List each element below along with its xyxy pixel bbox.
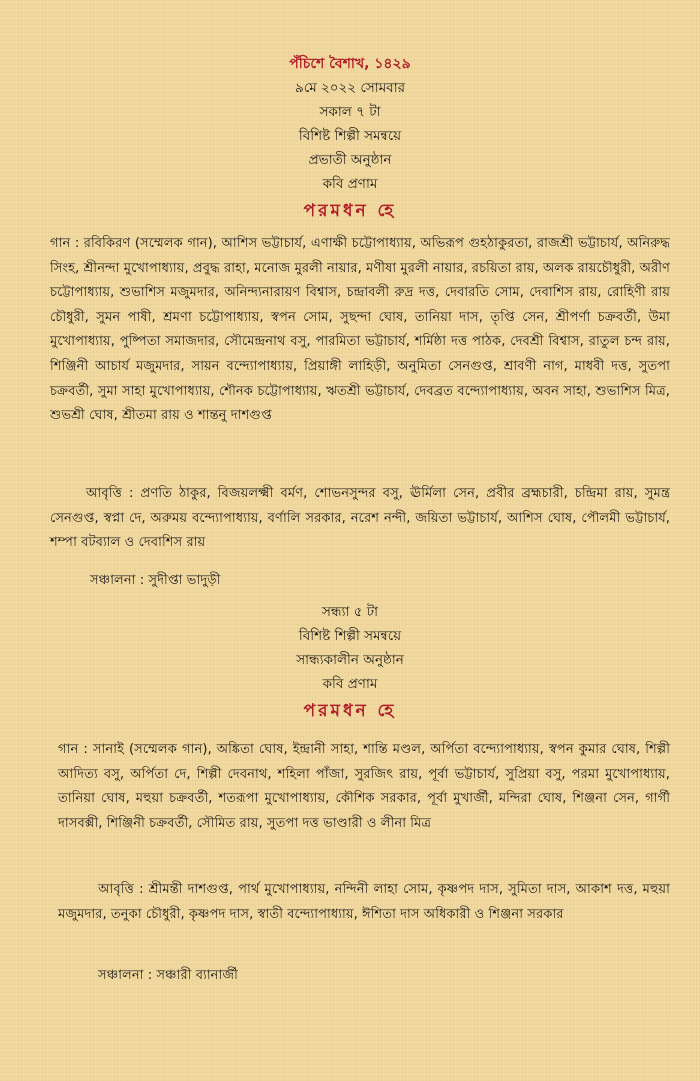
evening-title: পরমধন হে	[303, 701, 397, 721]
morning-performers: বিশিষ্ট শিল্পী সমন্বয়ে	[298, 128, 402, 144]
evening-host: সঞ্চালনা : সঞ্চারী ব্যানার্জী	[98, 968, 238, 983]
evening-songs: গান : সানাই (সম্মেলক গান), অঙ্কিতা ঘোষ, ইন্দ্রানী সাহা, শান্তি মণ্ডল, অর্পিতা বন্দ্যোপাধ্যায়, স্বপন কুমার ঘোষ, শিল্পী আদিত্য বসু, অর্পিতা দে, শিল্পী দেবনাথ, শহিলা পাঁজা, সুরজিৎ রায়, পূর্বা ভট্টাচার্য, সুপ্রিয়া বসু, পরমা মুখোপাধ্যায়, তানিয়া ঘোষ, মহুয়া চক্রবর্তী, শতরূপা মুখোপাধ্যায়, কৌশিক সরকার, পূর্বা মুখার্জী, মন্দিরা ঘোষ, শিঞ্জনা সেন, গার্গী দাসবক্সী, শিঞ্জিনী চক্রবর্তী, সৌমিত রায়, সুতপা দত্ত ভাণ্ডারী ও লীনা মিত্র	[58, 742, 670, 831]
evening-header	[0, 600, 700, 726]
morning-recitation: আবৃত্তি : প্রণতি ঠাকুর, বিজয়লক্ষ্মী বর্মণ, শোভনসুন্দর বসু, ঊর্মিলা সেন, প্রবীর ব্রহ্মচারী, চন্দ্রিমা রায়, সুমন্ত্র সেনগুপ্ত, স্বপ্না দে, অরুময় বন্দ্যোপাধ্যায়, বর্ণালি সরকার, নরেশ নন্দী, জয়িতা ভট্টাচার্য, আশিস ঘোষ, পৌলমী ভট্টাচার্য, শম্পা বটব্যাল ও দেবাশিস রায়	[50, 486, 670, 551]
event-day: ৯মে ২০২২ সোমবার	[294, 80, 406, 96]
evening-recitation: আবৃত্তি : শ্রীমন্তী দাশগুপ্ত, পার্থ মুখোপাধ্যায়, নন্দিনী লাহা সোম, কৃষ্ণপদ দাস, সুমিতা দাস, আকাশ দত্ত, মহুয়া মজুমদার, তনুকা চৌধুরী, কৃষ্ণপদ দাস, স্বাতী বন্দ্যোপাধ্যায়, ঈশিতা দাস অধিকারী ও শিঞ্জনা সরকার	[58, 882, 670, 922]
event-date: পঁচিশে বৈশাখ, ১৪২৯	[289, 56, 411, 72]
morning-time: সকাল ৭ টা	[319, 104, 381, 120]
evening-performers: বিশিষ্ট শিল্পী সমন্বয়ে	[298, 628, 402, 644]
morning-program: প্রভাতী অনুষ্ঠান	[308, 152, 392, 168]
morning-songs: গান : রবিকিরণ (সম্মেলক গান), আশিস ভট্টাচার্য, এণাক্ষী চট্টোপাধ্যায়, অভিরূপ গুহঠাকুরতা, রাজশ্রী ভট্টাচার্য, অনিরুদ্ধ সিংহ, শ্রীনন্দা মুখোপাধ্যায়, প্রবুদ্ধ রাহা, মনোজ মুরলী নায়ার, মণীষা মুরলী নায়ার, রচয়িতা রায়, অলক রায়চৌধুরী, অরীণ চট্টোপাধ্যায়, শুভাশিস মজুমদার, অনিন্দ্যনারায়ণ বিশ্বাস, চন্দ্রাবলী রুদ্র দত্ত, দেবারতি সোম, দেবাশিস রায়, রোহিণী রায় চৌধুরী, সুমন পাষী, শ্রমণা চট্টোপাধ্যায়, স্বপন সোম, সুছন্দা ঘোষ, তানিয়া দাস, তৃপ্তি সেন, শ্রীপর্ণা চক্রবর্তী, উমা মুখোপাধ্যায়, পুষ্পিতা সমাজদার, সৌমেন্দ্রনাথ বসু, পারমিতা ভট্টাচার্য, শর্মিষ্ঠা দত্ত পাঠক, দেবশ্রী বিশ্বাস, রাতুল চন্দ রায়, শিঞ্জিনী আচার্য মজুমদার, সায়ন বন্দ্যোপাধ্যায়, প্রিয়াঙ্গী লাহিড়ী, অনুমিতা সেনগুপ্ত, শ্রাবণী নাগ, মাধবী দত্ত, সুতপা চক্রবর্তী, সুমা সাহা মুখোপাধ্যায়, শৌনক চট্টোপাধ্যায়, ঋতশ্রী ভট্টাচার্য, দেবব্রত বন্দ্যোপাধ্যায়, অবন সাহা, শুভাশিস মিত্র, শুভশ্রী ঘোষ, শ্রীতমা রায় ও শান্তনু দাশগুপ্ত	[50, 236, 670, 424]
morning-tribute: কবি প্রণাম	[322, 176, 378, 192]
morning-header	[0, 52, 700, 226]
evening-time: সন্ধ্যা ৫ টা	[321, 604, 379, 620]
morning-title: পরমধন হে	[303, 201, 397, 221]
evening-program: সান্ধ্যকালীন অনুষ্ঠান	[296, 652, 404, 668]
evening-tribute: কবি প্রণাম	[322, 676, 378, 692]
morning-host: সঞ্চালনা : সুদীপ্তা ভাদুড়ী	[90, 573, 221, 588]
